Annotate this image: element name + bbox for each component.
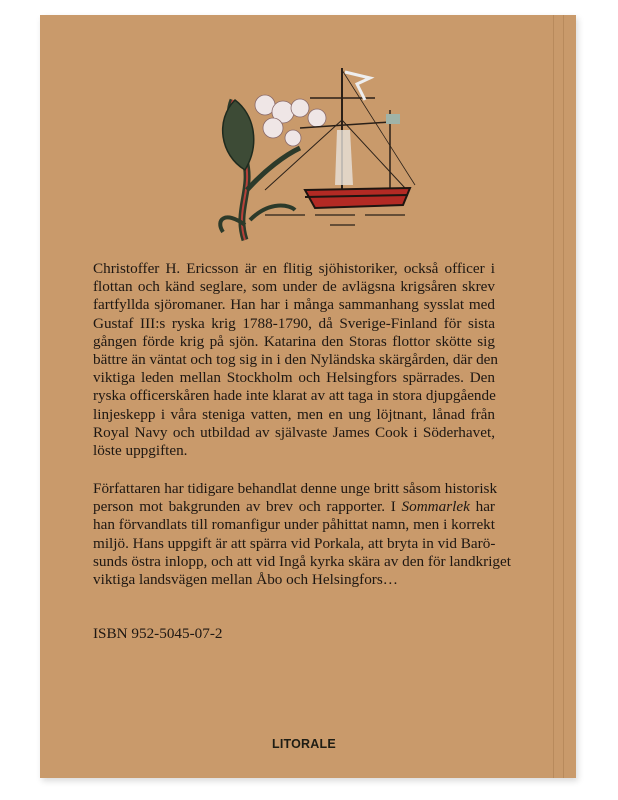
text-line: viktiga landsvägen mellan Åbo och Helsingfors… [93,570,398,588]
text-line: gången förde krig på sjön. Katarina den Storas flottor skötte sig [93,332,495,350]
text-segment: person mot bakgrunden av brev och rapporter. I [93,498,402,516]
ship-and-plant-illustration [205,60,435,245]
author-description-paragraph [93,260,499,460]
publisher-name: LITORALE [272,737,336,751]
text-line: löste uppgiften. [93,441,188,459]
book-back-cover [40,15,576,778]
text-line: miljö. Hans uppgift är att spärra vid Porkala, att bryta in vid Barö- [93,534,496,552]
spine-fold-line [553,15,554,778]
text-line: sunds östra inlopp, och att vid Ingå kyrka skära av den för landkriget [93,552,511,570]
text-line: han förvandlats till romanfigur under påhittat namn, men i korrekt [93,516,495,534]
text-line: Christoffer H. Ericsson är en flitig sjöhistoriker, också officer i [93,260,495,277]
text-line: linjeskepp i våra steniga vatten, men en ung löjtnant, lånad från [93,405,495,423]
text-line: Gustaf III:s ryska krig 1788-1790, då Sverige-Finland för sista [93,314,495,332]
text-line: flottan och känd seglare, som under de avlägsna krigsåren skrev [93,278,495,296]
text-line: viktiga leden mellan Stockholm och Helsingfors spärrades. Den [93,369,495,387]
text-segment: har [469,498,495,516]
isbn: ISBN 952-5045-07-2 [93,625,223,642]
text-line: Royal Navy och utbildad av självaste James Cook i Söderhavet, [93,423,495,441]
book-synopsis-paragraph [93,480,511,589]
text-line: fartfyllda sjöromaner. Han har i många sammanhang sysslat med [93,296,495,314]
book-title-italic: Sommarlek [401,498,470,516]
text-line: Författaren har tidigare behandlat denne unge britt såsom historisk [93,480,498,497]
spine-fold-line [563,15,564,778]
text-line: bättre än väntat och tog sig in i den Nyländska skärgården, där den [93,350,499,368]
text-line [93,498,495,516]
text-line: ryska officerskåren hade inte klarat av att taga in stora djupgående [93,387,496,405]
